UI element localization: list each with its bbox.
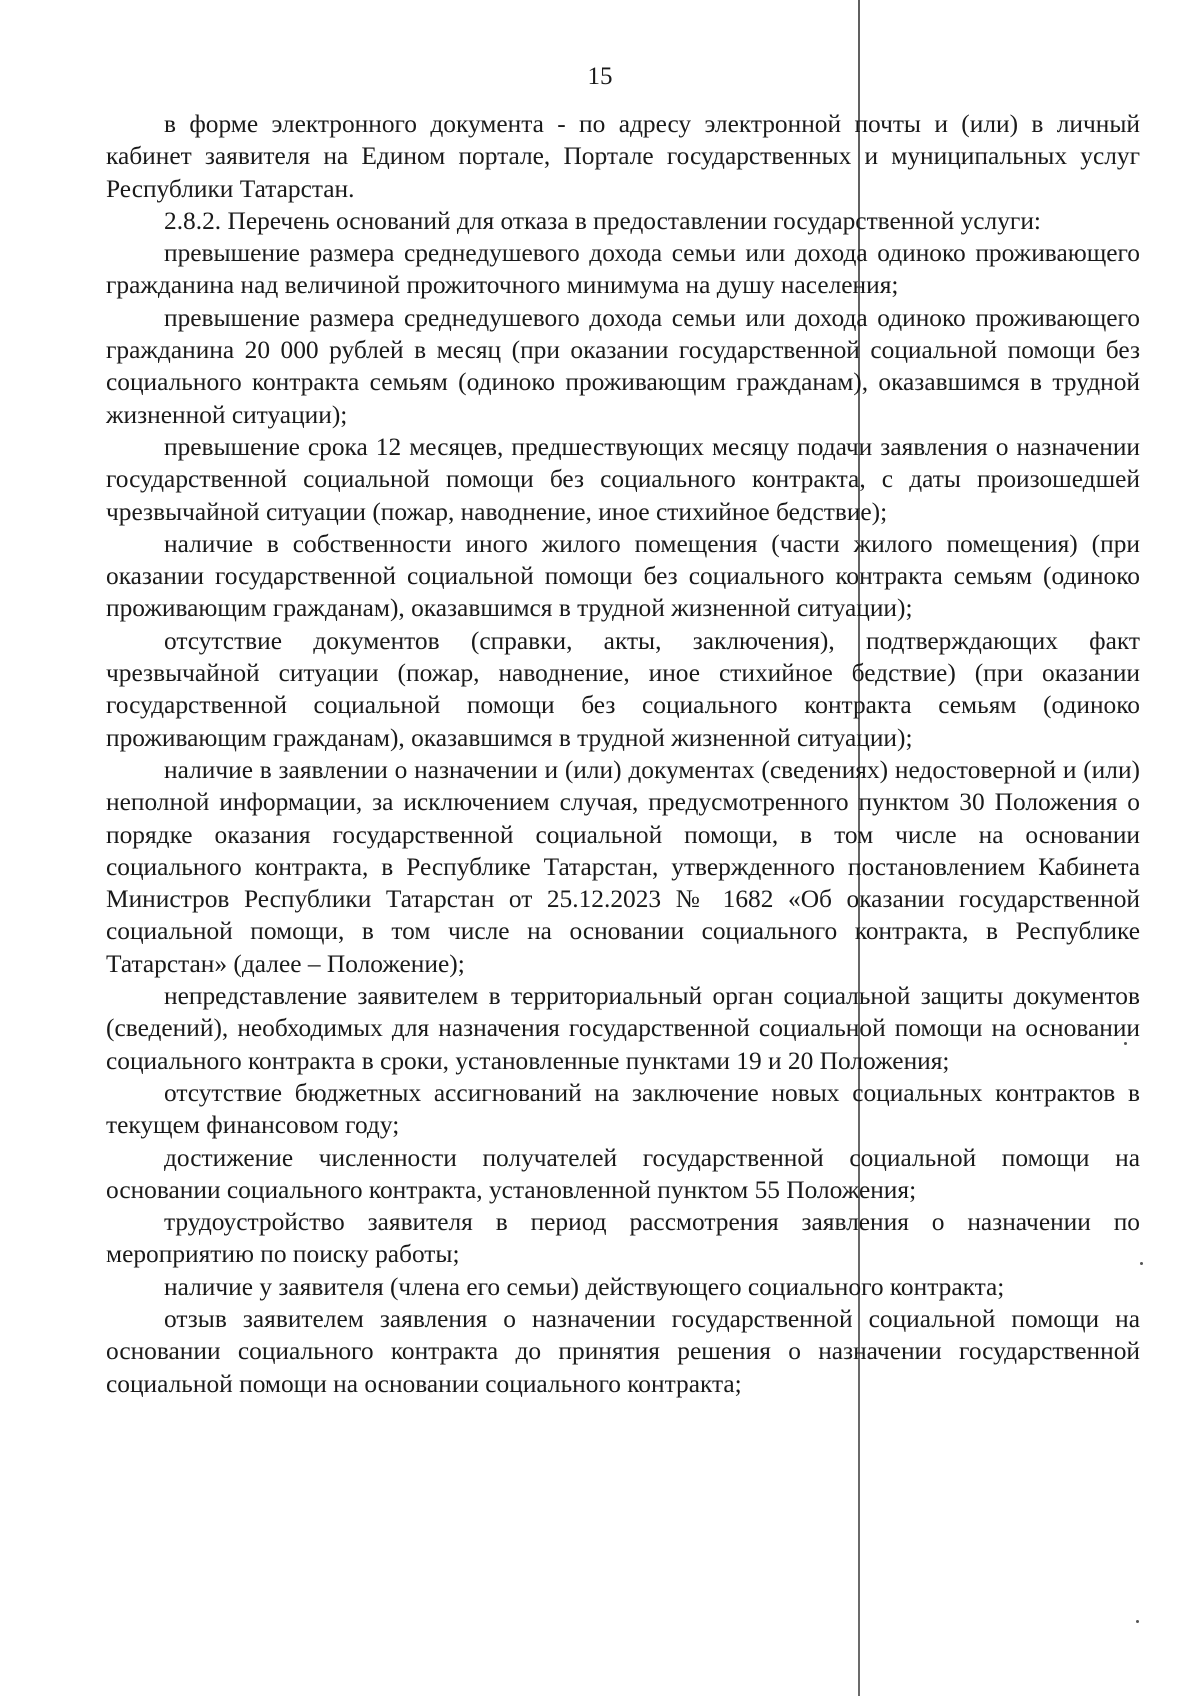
paragraph: наличие у заявителя (члена его семьи) действующего социального контракта; — [164, 1272, 1005, 1301]
paragraph: в форме электронного документа - по адресу электронной почты и (или) в личный кабинет заявителя на Едином портале, Портале государственных и муниципальных услуг Республики Татарстан. — [106, 110, 1140, 203]
scan-speck — [1136, 1620, 1139, 1623]
paragraph: превышение размера среднедушевого дохода семьи или дохода одиноко проживающего гражданина над величиной прожиточного минимума на душу населения; — [106, 239, 1140, 300]
paragraph: отзыв заявителем заявления о назначении государственной социальной помощи на основании социального контракта до принятия решения о назначении государственной социальной помощи на основании социального контракта; — [106, 1304, 1140, 1398]
page-number: 15 — [587, 63, 613, 90]
paragraph: непредставление заявителем в территориальный орган социальной защиты документов (сведений), необходимых для назначения государственной социальной помощи на основании социального контракта в сроки, установленные пунктами 19 и 20 Положения; — [106, 982, 1140, 1075]
paragraph: наличие в собственности иного жилого помещения (части жилого помещения) (при оказании государственной социальной помощи без социального контракта семьям (одиноко проживающим гражданам), оказавшимся в трудной жизненной ситуации); — [106, 529, 1140, 623]
paragraph: превышение размера среднедушевого дохода семьи или дохода одиноко проживающего гражданина 20 000 рублей в месяц (при оказании государственной социальной помощи без социального контракта семьям (одиноко проживающим гражданам), оказавшимся в трудной жизненной ситуации); — [106, 303, 1140, 429]
document-body — [106, 108, 1140, 1400]
paragraph: превышение срока 12 месяцев, предшествующих месяцу подачи заявления о назначении государственной социальной помощи без социального контракта, с даты произошедшей чрезвычайной ситуации (пожар, наводнение, иное стихийное бедствие); — [106, 432, 1140, 526]
paragraph: отсутствие бюджетных ассигнований на заключение новых социальных контрактов в текущем финансовом году; — [106, 1078, 1140, 1140]
scan-speck — [1140, 1262, 1143, 1265]
paragraph: 2.8.2. Перечень оснований для отказа в предоставлении государственной услуги: — [164, 206, 1041, 235]
paragraph: трудоустройство заявителя в период рассмотрения заявления о назначении по мероприятию по поиску работы; — [106, 1208, 1140, 1269]
paragraph: отсутствие документов (справки, акты, заключения), подтверждающих факт чрезвычайной ситуации (пожар, наводнение, иное стихийное бедствие) (при оказании государственной социальной помощи без социального контракта семьям (одиноко проживающим гражданам), оказавшимся в трудной жизненной ситуации); — [106, 626, 1140, 752]
paragraph: достижение численности получателей государственной социальной помощи на основании социального контракта, установленной пунктом 55 Положения; — [106, 1143, 1140, 1204]
paragraph: наличие в заявлении о назначении и (или) документах (сведениях) недостоверной и (или) неполной информации, за исключением случая, предусмотренного пунктом 30 Положения о порядке оказания государственной социальной помощи, в том числе на основании социального контракта, в Республике Татарстан, утвержденного постановлением Кабинета Министров Республики Татарстан от 25.12.2023 № 1682 «Об оказании государственной социальной помощи, в том числе на основании социального контракта, в Республике Татарстан» (далее – Положение); — [106, 755, 1140, 978]
